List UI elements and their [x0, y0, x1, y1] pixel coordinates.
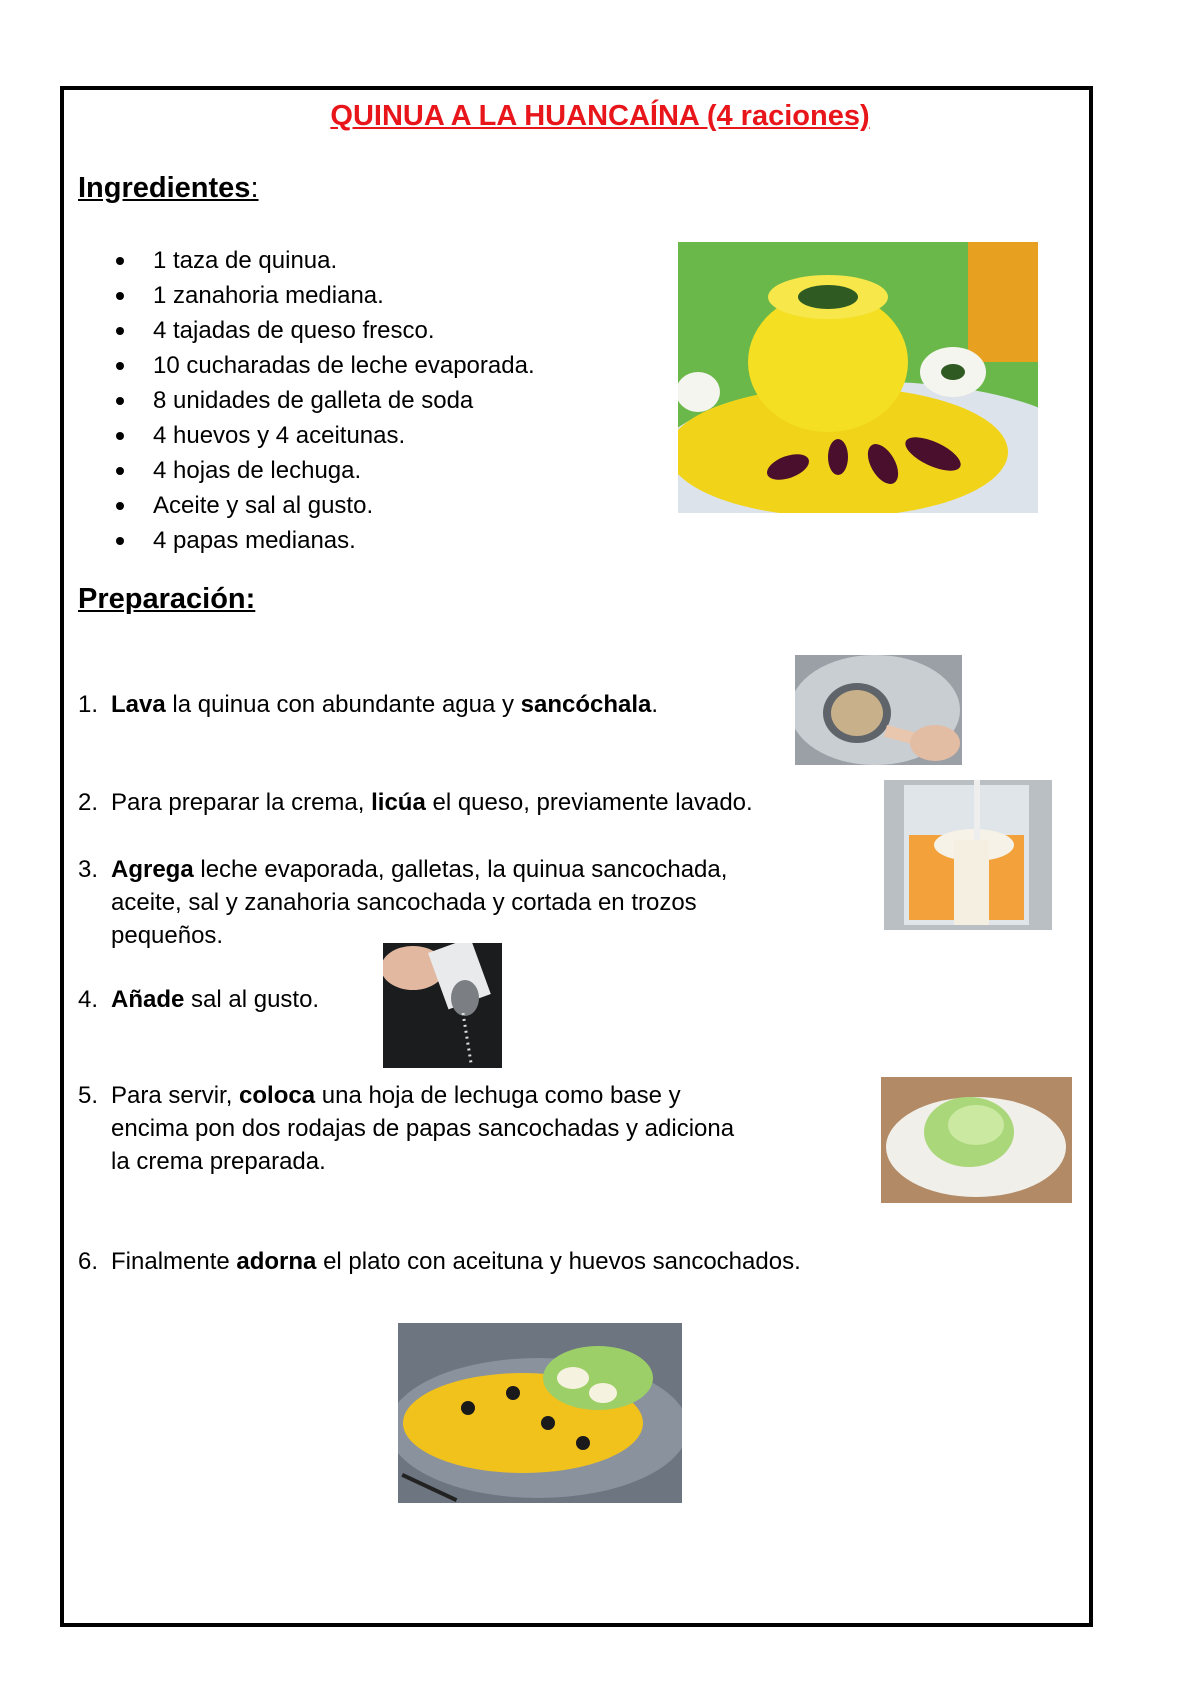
final-dish-photo	[398, 1323, 682, 1503]
salt-shaker-photo	[383, 943, 502, 1068]
step-2: 2. Para preparar la crema, licúa el queso, previamente lavado.	[78, 789, 753, 816]
list-item: 1 taza de quinua.	[112, 243, 535, 278]
step-6: 6. Finalmente adorna el plato con aceituna y huevos sancochados.	[78, 1248, 801, 1275]
step-5: 5. Para servir, coloca una hoja de lechuga como base y encima pon dos rodajas de papas sancochadas y adiciona la crema preparada.	[78, 1082, 735, 1175]
list-item: Aceite y sal al gusto.	[112, 488, 535, 523]
list-item: 4 huevos y 4 aceitunas.	[112, 418, 535, 453]
list-item: 4 hojas de lechuga.	[112, 453, 535, 488]
list-item: 1 zanahoria mediana.	[112, 278, 535, 313]
step-1: 1. Lava la quinua con abundante agua y sancóchala.	[78, 691, 659, 718]
list-item: 4 papas medianas.	[112, 523, 535, 558]
step-3: 3. Agrega leche evaporada, galletas, la quinua sancochada, aceite, sal y zanahoria sancochada y cortada en trozos pequeños.	[78, 856, 728, 949]
dish-photo	[678, 242, 1038, 513]
lettuce-photo	[881, 1077, 1072, 1203]
preparation-heading: Preparación:	[78, 583, 256, 615]
page-title: QUINUA A LA HUANCAÍNA (4 raciones)	[330, 100, 870, 132]
strainer-photo	[795, 655, 962, 765]
list-item: 4 tajadas de queso fresco.	[112, 313, 535, 348]
ingredients-heading: Ingredientes:	[78, 172, 259, 204]
ingredients-list	[112, 243, 535, 558]
list-item: 10 cucharadas de leche evaporada.	[112, 348, 535, 383]
step-4: 4. Añade sal al gusto.	[78, 986, 320, 1013]
blender-photo	[884, 780, 1052, 930]
list-item: 8 unidades de galleta de soda	[112, 383, 535, 418]
